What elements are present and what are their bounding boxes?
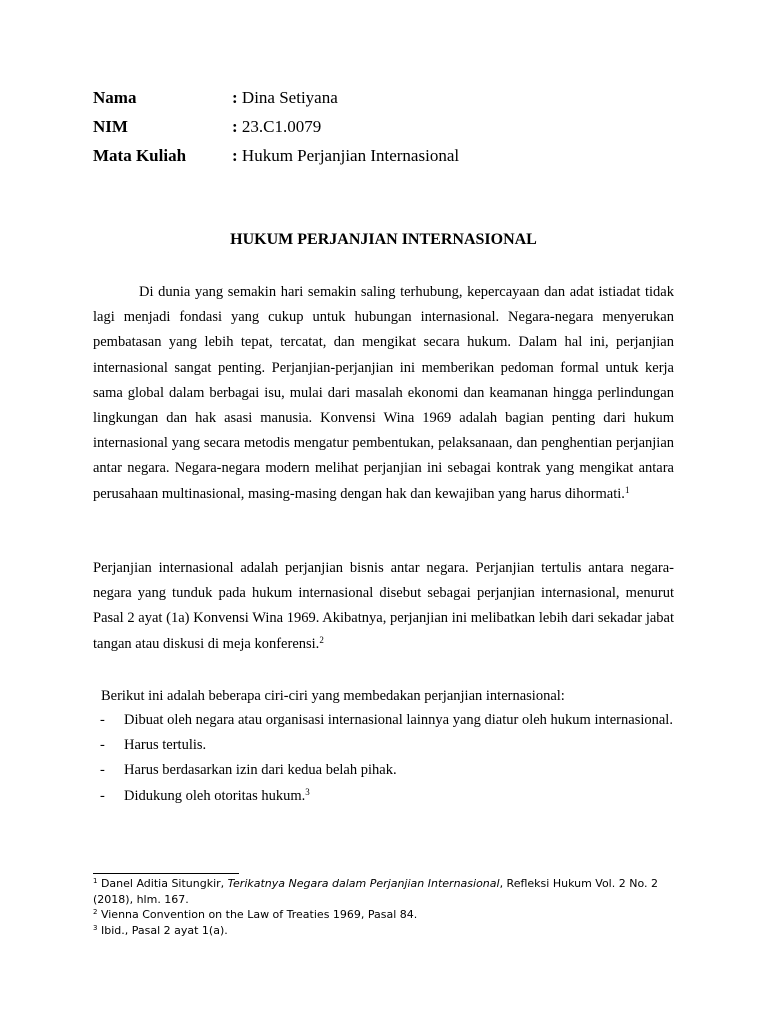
list-item-text: Harus tertulis. [124, 737, 207, 754]
info-label: NIM [93, 117, 128, 136]
info-colon: : [232, 146, 238, 165]
info-value: 23.C1.0079 [241, 117, 322, 136]
paragraph-text: Di dunia yang semakin hari semakin saling terhubung, kepercayaan dan adat istiadat tidak lagi menjadi fondasi yang cukup untuk hubungan internasional. Negara-negara menyerukan pembatasan yang lebih tepat, tercatat, dan mengikat secara hukum. Dalam hal ini, perjanjian internasional sangat penting. Perjanjian-perjanjian ini memberikan pedoman formal untuk kerja sama global dalam berbagai isu, mulai dari masalah ekonomi dan keamanan hingga perlindungan lingkungan dan hak asasi manusia. Konvensi Wina 1969 adalah bagian penting dari hukum internasional yang secara metodis mengatur pembentukan, pelaksanaan, dan penghentian perjanjian antar negara. Negara-negara modern melihat perjanjian ini sebagai kontrak yang mengikat antara perusahaan multinasional, masing-masing dengan hak dan kewajiban yang harus dihormati. [93, 284, 674, 502]
info-value: Dina Setiyana [241, 88, 338, 107]
footnotes [93, 876, 683, 938]
footnote-number: 3 [93, 923, 98, 932]
info-colon: : [232, 117, 238, 136]
footnote-text: Ibid., Pasal 2 ayat 1(a). [97, 923, 228, 937]
paragraph-text: Perjanjian internasional adalah perjanjian bisnis antar negara. Perjanjian tertulis antara negara-negara yang tunduk pada hukum internasional disebut sebagai perjanjian internasional, menurut Pasal 2 ayat (1a) Konvensi Wina 1969. Akibatnya, perjanjian ini melibatkan lebih dari sekadar jabat tangan atau diskusi di meja konferensi. [93, 560, 674, 652]
list-intro: Berikut ini adalah beberapa ciri-ciri yang membedakan perjanjian internasional: [101, 688, 565, 704]
list-dash: - [100, 712, 105, 728]
footnote-title: Terikatnya Negara dalam Perjanjian Internasional [227, 877, 500, 890]
list-item-text: Harus berdasarkan izin dari kedua belah pihak. [124, 762, 397, 779]
info-row-course [93, 144, 459, 173]
footnote-3 [93, 923, 683, 939]
footnote-ref[interactable]: 1 [624, 484, 630, 495]
footnote-text: Vienna Convention on the Law of Treaties 1969, Pasal 84. [97, 908, 418, 921]
footnote-separator [93, 873, 239, 874]
list-item [93, 784, 674, 809]
list-item [93, 708, 674, 733]
list-dash: - [100, 787, 105, 804]
paragraph-intro [93, 280, 674, 507]
list-item [93, 733, 674, 758]
list-item-text: Dibuat oleh negara atau organisasi internasional lainnya yang diatur oleh hukum internasional. [124, 712, 673, 728]
list-item-text: Didukung oleh otoritas hukum. [124, 787, 306, 804]
info-row-name [93, 86, 459, 115]
list-item [93, 758, 674, 783]
footnote-text: , Refleksi Hukum Vol. 2 No. 2 (2018), hlm. 167. [93, 877, 658, 906]
info-colon: : [232, 88, 238, 107]
info-label: Mata Kuliah [93, 146, 187, 165]
list-dash: - [100, 762, 105, 779]
info-label: Nama [93, 88, 137, 107]
characteristics-list [93, 708, 674, 809]
footnote-ref[interactable]: 2 [319, 634, 324, 645]
document-title: HUKUM PERJANJIAN INTERNASIONAL [230, 231, 537, 248]
footnote-number: 2 [93, 908, 98, 916]
list-dash: - [100, 737, 105, 754]
student-info [93, 86, 459, 173]
paragraph-definition [93, 556, 674, 657]
footnote-2 [93, 907, 683, 923]
footnote-text: Danel Aditia Situngkir, [97, 877, 228, 890]
footnote-1 [93, 876, 683, 907]
info-value: Hukum Perjanjian Internasional [241, 146, 460, 165]
footnote-number: 1 [93, 877, 98, 885]
footnote-ref[interactable]: 3 [305, 786, 310, 797]
info-row-nim [93, 115, 459, 144]
